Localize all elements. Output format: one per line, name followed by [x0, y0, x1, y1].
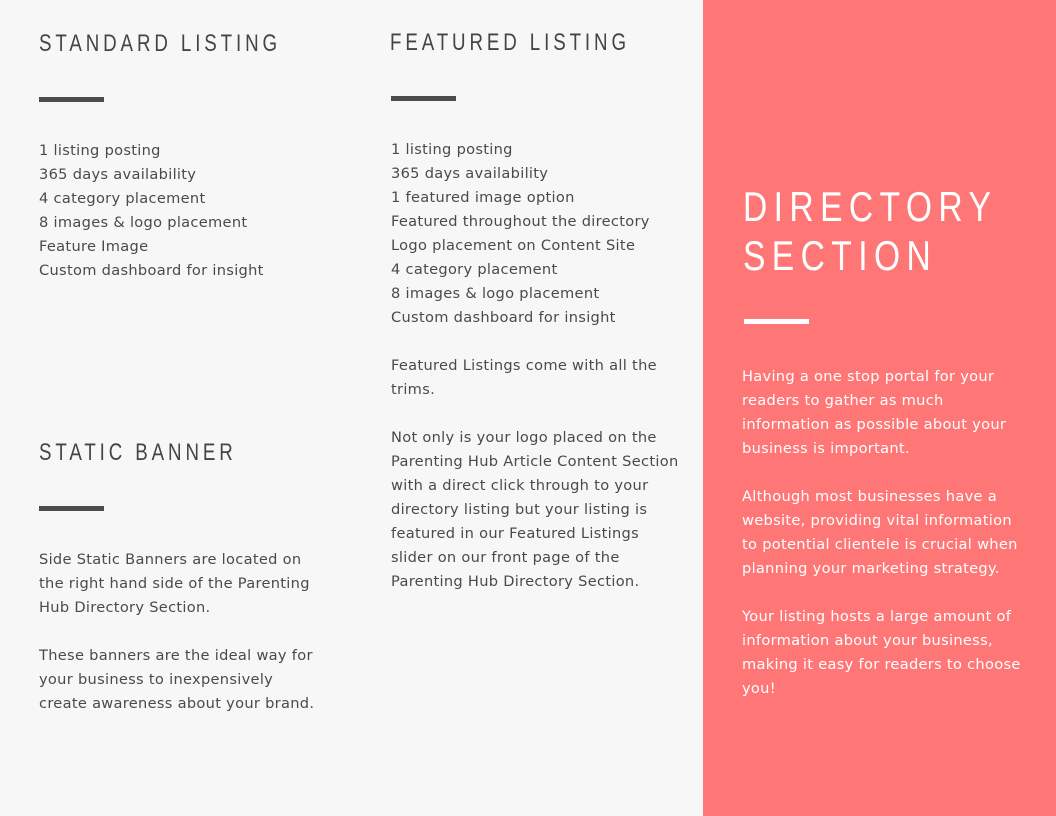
directory-section-panel — [703, 0, 1056, 816]
list-item: 365 days availability — [39, 166, 197, 183]
directory-section-divider — [744, 319, 809, 324]
list-item: 8 images & logo placement — [391, 285, 600, 302]
standard-listing-features — [39, 139, 264, 283]
standard-listing-divider — [39, 97, 104, 102]
title-line: DIRECTORY — [743, 183, 998, 230]
text-line: directory listing but your listing is — [391, 501, 648, 518]
text-line: information about your business, — [742, 632, 993, 649]
list-item: Logo placement on Content Site — [391, 237, 636, 254]
featured-listing-features — [391, 138, 650, 330]
text-line: Although most businesses have a — [742, 488, 997, 505]
text-line: the right hand side of the Parenting — [39, 575, 310, 592]
text-line: Not only is your logo placed on the — [391, 429, 657, 446]
list-item: 1 listing posting — [391, 141, 513, 158]
list-item: 365 days availability — [391, 165, 549, 182]
featured-listing-paragraph-1 — [391, 354, 657, 402]
directory-section-paragraph-1 — [742, 365, 1006, 461]
text-line: Having a one stop portal for your — [742, 368, 995, 385]
text-line: with a direct click through to your — [391, 477, 649, 494]
text-line: website, providing vital information — [742, 512, 1012, 529]
text-line: Hub Directory Section. — [39, 599, 211, 616]
text-line: making it easy for readers to choose — [742, 656, 1021, 673]
text-line: create awareness about your brand. — [39, 695, 315, 712]
list-item: Feature Image — [39, 238, 149, 255]
text-line: Your listing hosts a large amount of — [742, 608, 1012, 625]
text-line: information as possible about your — [742, 416, 1007, 433]
text-line: featured in our Featured Listings — [391, 525, 639, 542]
list-item: 1 listing posting — [39, 142, 161, 159]
list-item: 1 featured image option — [391, 189, 575, 206]
directory-section-paragraph-2 — [742, 485, 1018, 581]
static-banner-divider — [39, 506, 104, 511]
text-line: These banners are the ideal way for — [39, 647, 313, 664]
text-line: slider on our front page of the — [391, 549, 620, 566]
static-banner-title: STATIC BANNER — [39, 439, 237, 466]
text-line: planning your marketing strategy. — [742, 560, 1000, 577]
featured-listing-paragraph-2 — [391, 426, 679, 594]
featured-listing-divider — [391, 96, 456, 101]
text-line: to potential clientele is crucial when — [742, 536, 1018, 553]
text-line: you! — [742, 680, 776, 697]
text-line: Parenting Hub Article Content Section — [391, 453, 679, 470]
list-item: 8 images & logo placement — [39, 214, 248, 231]
static-banner-paragraph-1 — [39, 548, 310, 620]
list-item: Custom dashboard for insight — [39, 262, 264, 279]
list-item: Featured throughout the directory — [391, 213, 650, 230]
directory-section-paragraph-3 — [742, 605, 1021, 701]
static-banner-paragraph-2 — [39, 644, 314, 716]
directory-section-title — [743, 182, 997, 280]
text-line: Featured Listings come with all the — [391, 357, 657, 374]
text-line: Parenting Hub Directory Section. — [391, 573, 640, 590]
featured-listing-title: FEATURED LISTING — [390, 29, 630, 56]
title-line: SECTION — [743, 232, 938, 279]
text-line: business is important. — [742, 440, 910, 457]
text-line: trims. — [391, 381, 436, 398]
list-item: 4 category placement — [391, 261, 558, 278]
text-line: readers to gather as much — [742, 392, 944, 409]
list-item: 4 category placement — [39, 190, 206, 207]
text-line: your business to inexpensively — [39, 671, 274, 688]
list-item: Custom dashboard for insight — [391, 309, 616, 326]
text-line: Side Static Banners are located on — [39, 551, 302, 568]
standard-listing-title: STANDARD LISTING — [39, 30, 281, 57]
